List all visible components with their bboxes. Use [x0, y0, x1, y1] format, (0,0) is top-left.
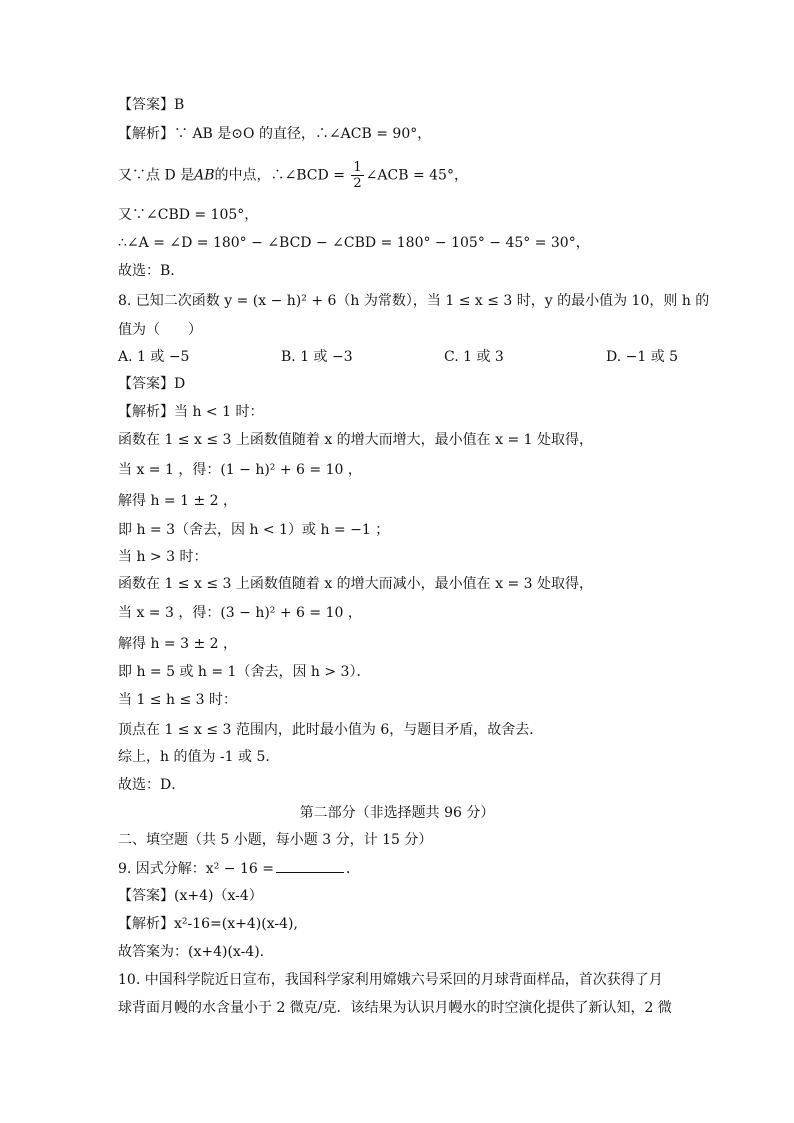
q8-analysis-line-12: 顶点在 1 ≤ x ≤ 3 范围内，此时最小值为 6，与题目矛盾，故舍去．	[118, 722, 544, 738]
q9-answer: 【答案】(x+4)（x-4）	[118, 888, 263, 904]
q9-stem	[118, 858, 360, 879]
q8-analysis-line-9: 解得 h = 3 ± 2 ，	[118, 636, 237, 652]
q8-option-a: A. 1 或 −5	[118, 349, 190, 365]
q8-analysis-line-8: 当 x = 3 ，得：(3 − h)² + 6 = 10 ，	[118, 605, 362, 621]
q8-analysis-line-10: 即 h = 5 或 h = 1（舍去，因 h > 3）．	[118, 664, 371, 680]
q8-stem-line-2: 值为（ ）	[118, 322, 202, 338]
q10-stem-line-2: 球背面月幔的水含量小于 2 微克/克．该结果为认识月幔水的时空演化提供了新认知，2 微	[118, 1000, 672, 1016]
q7-conclusion: 故选：B．	[118, 263, 185, 279]
q8-option-b: B. 1 或 −3	[281, 349, 353, 365]
q8-analysis-line-4: 解得 h = 1 ± 2 ，	[118, 493, 237, 509]
fraction-denominator: 2	[353, 176, 362, 191]
q8-analysis-line-2: 函数在 1 ≤ x ≤ 3 上函数值随着 x 的增大而增大，最小值在 x = 1 处取得，	[118, 432, 594, 448]
q8-analysis-line-7: 函数在 1 ≤ x ≤ 3 上函数值随着 x 的增大而减小，最小值在 x = 3 处取得，	[118, 576, 594, 592]
part2-title: 第二部分（非选择题共 96 分）	[299, 805, 495, 821]
q7-answer: 【答案】B	[118, 97, 185, 113]
q9-analysis: 【解析】x²-16=(x+4)(x-4),	[118, 916, 298, 932]
q8-stem-line-1: 8. 已知二次函数 y = (x − h)² + 6（h 为常数），当 1 ≤ x ≤ 3 时，y 的最小值为 10，则 h 的	[118, 293, 710, 309]
q7-line2-post: ∠ACB = 45°，	[365, 167, 468, 184]
q7-analysis-line-4: ∴∠A = ∠D = 180° − ∠BCD − ∠CBD = 180° − 105° − 45° = 30°，	[118, 235, 590, 251]
q9-conclusion: 故答案为：(x+4)(x-4).	[118, 944, 265, 960]
q9-stem-text: 9. 因式分解：x² − 16 =	[118, 861, 274, 877]
q8-analysis-line-6: 当 h > 3 时：	[118, 549, 208, 565]
q8-answer: 【答案】D	[118, 376, 186, 392]
q8-analysis-line-5: 即 h = 3（舍去，因 h < 1）或 h = −1 ；	[118, 522, 390, 538]
q7-analysis-line-1: 【解析】∵ AB 是⊙O 的直径，∴∠ACB = 90°，	[118, 126, 432, 142]
q8-analysis-line-1: 【解析】当 h < 1 时：	[118, 404, 264, 420]
q10-stem-line-1: 10. 中国科学院近日宣布，我国科学家利用嫦娥六号采回的月球背面样品，首次获得了月	[118, 972, 663, 988]
q7-analysis-line-2	[118, 160, 468, 191]
q8-analysis-line-13: 综上，h 的值为 -1 或 5．	[118, 749, 280, 765]
fraction-numerator: 1	[353, 160, 362, 175]
q7-line2-mid: 的中点，∴∠BCD =	[214, 167, 345, 184]
q8-analysis-line-3: 当 x = 1 ，得：(1 − h)² + 6 = 10 ，	[118, 462, 362, 478]
section-heading-fill-in: 二、填空题（共 5 小题，每小题 3 分，计 15 分）	[118, 832, 433, 848]
answer-blank	[276, 858, 344, 873]
fraction-one-half	[351, 160, 363, 191]
q8-option-d: D. −1 或 5	[606, 349, 679, 365]
q8-option-c: C. 1 或 3	[444, 349, 504, 365]
q7-analysis-line-3: 又∵∠CBD = 105°，	[118, 207, 259, 223]
q8-analysis-line-11: 当 1 ≤ h ≤ 3 时：	[118, 692, 237, 708]
q8-conclusion: 故选：D．	[118, 777, 186, 793]
q7-line2-pre: 又∵点 D 是	[118, 167, 195, 184]
q9-stem-end: ．	[345, 861, 360, 877]
arc-ab-label: AB	[194, 167, 215, 184]
